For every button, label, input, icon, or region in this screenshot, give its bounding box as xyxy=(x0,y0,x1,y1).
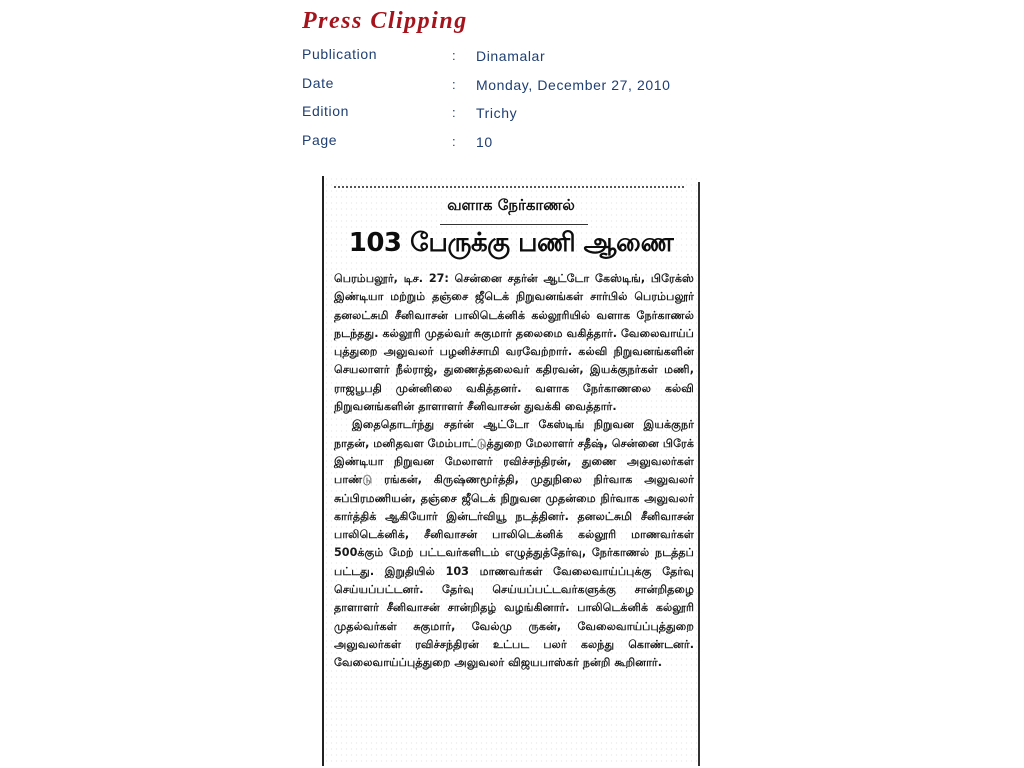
publication-value: Dinamalar xyxy=(476,48,546,64)
meta-separator: : xyxy=(452,134,456,149)
page-label: Page xyxy=(302,132,338,148)
newspaper-clipping xyxy=(322,176,700,766)
clipping-top-rule xyxy=(334,186,684,191)
article-kicker: வளாக நேர்காணல் xyxy=(447,196,575,214)
meta-separator: : xyxy=(452,48,456,63)
page-title: Press Clipping xyxy=(302,8,468,34)
date-value: Monday, December 27, 2010 xyxy=(476,77,671,93)
article-headline: 103 பேருக்கு பணி ஆணை xyxy=(348,228,674,258)
clipping-left-border xyxy=(322,176,324,766)
publication-label: Publication xyxy=(302,46,378,62)
page-value: 10 xyxy=(476,134,493,150)
edition-label: Edition xyxy=(302,103,350,119)
article-paragraph: பெரம்பலூர், டிச. 27: சென்னை சதர்ன் ஆட்டோ கேஸ்டிங், பிரேக்ஸ் இண்டியா மற்றும் தஞ்சை ஜீடெக் நிறுவனங்கள் சார்பில் பெரம்பலூர் தனலட்சுமி சீனிவாசன் பாலிடெக்னிக் கல்லூரியில் வளாக நேர்காணல் நடந்தது. கல்லூரி முதல்வர் சுகுமார் தலைமை வகித்தார். வேலைவாய்ப் புத்துறை அலுவலர் பழனிச்சாமி வரவேற்றார். கல்வி நிறுவனங்களின் செயலாளர் நீல்ராஜ், துணைத்தலைவர் கதிரவன், இயக்குநர்கள் மணி, ராஜபூபதி முன்னிலை வகித்தனர். வளாக நேர்காணலை கல்வி நிறுவனங்களின் தாளாளர் சீனிவாசன் துவக்கி வைத்தார். xyxy=(334,272,694,414)
clipping-right-border xyxy=(698,182,700,766)
article-paragraph: இதைதொடர்ந்து சதர்ன் ஆட்டோ கேஸ்டிங் நிறுவன இயக்குநர் நாதன், மனிதவள மேம்பாட்டுத்துறை மேலாளர் சதீஷ், சென்னை பிரேக் இண்டியா நிறுவன மேலாளர் ரவிச்சந்திரன், துணை அலுவலர்கள் பாண்டு ரங்கன், கிருஷ்ணமூர்த்தி, முதுநிலை நிர்வாக அலுவலர் சுப்பிரமணியன், தஞ்சை ஜீடெக் நிறுவன முதன்மை நிர்வாக அலுவலர் கார்த்திக் ஆகியோர் இன்டர்வியூ நடத்தினர். தனலட்சுமி சீனிவாசன் பாலிடெக்னிக், சீனிவாசன் பாலிடெக்னிக் கல்லூரி மாணவர்கள் 500க்கும் மேற் பட்டவர்களிடம் எழுத்துத்தேர்வு, நேர்காணல் நடத்தப் பட்டது. இறுதியில் 103 மாணவர்கள் வேலைவாய்ப்புக்கு தேர்வு செய்யப்பட்டனர். தேர்வு செய்யப்பட்டவர்களுக்கு சான்றிதழை தாளாளர் சீனிவாசன் சான்றிதழ் வழங்கினார். பாலிடெக்னிக் கல்லூரி முதல்வர்கள் சுகுமார், வேல்மு ருகன், வேலைவாய்ப்புத்துறை அலுவலர்கள் ரவிச்சந்திரன் உட்பட பலர் கலந்து கொண்டனர். வேலைவாய்ப்புத்துறை அலுவலர் விஜயபாஸ்கர் நன்றி கூறினார். xyxy=(334,418,694,670)
kicker-underline xyxy=(440,224,588,225)
edition-value: Trichy xyxy=(476,105,518,121)
date-label: Date xyxy=(302,75,334,91)
article-body xyxy=(334,270,694,673)
meta-separator: : xyxy=(452,77,456,92)
meta-separator: : xyxy=(452,105,456,120)
